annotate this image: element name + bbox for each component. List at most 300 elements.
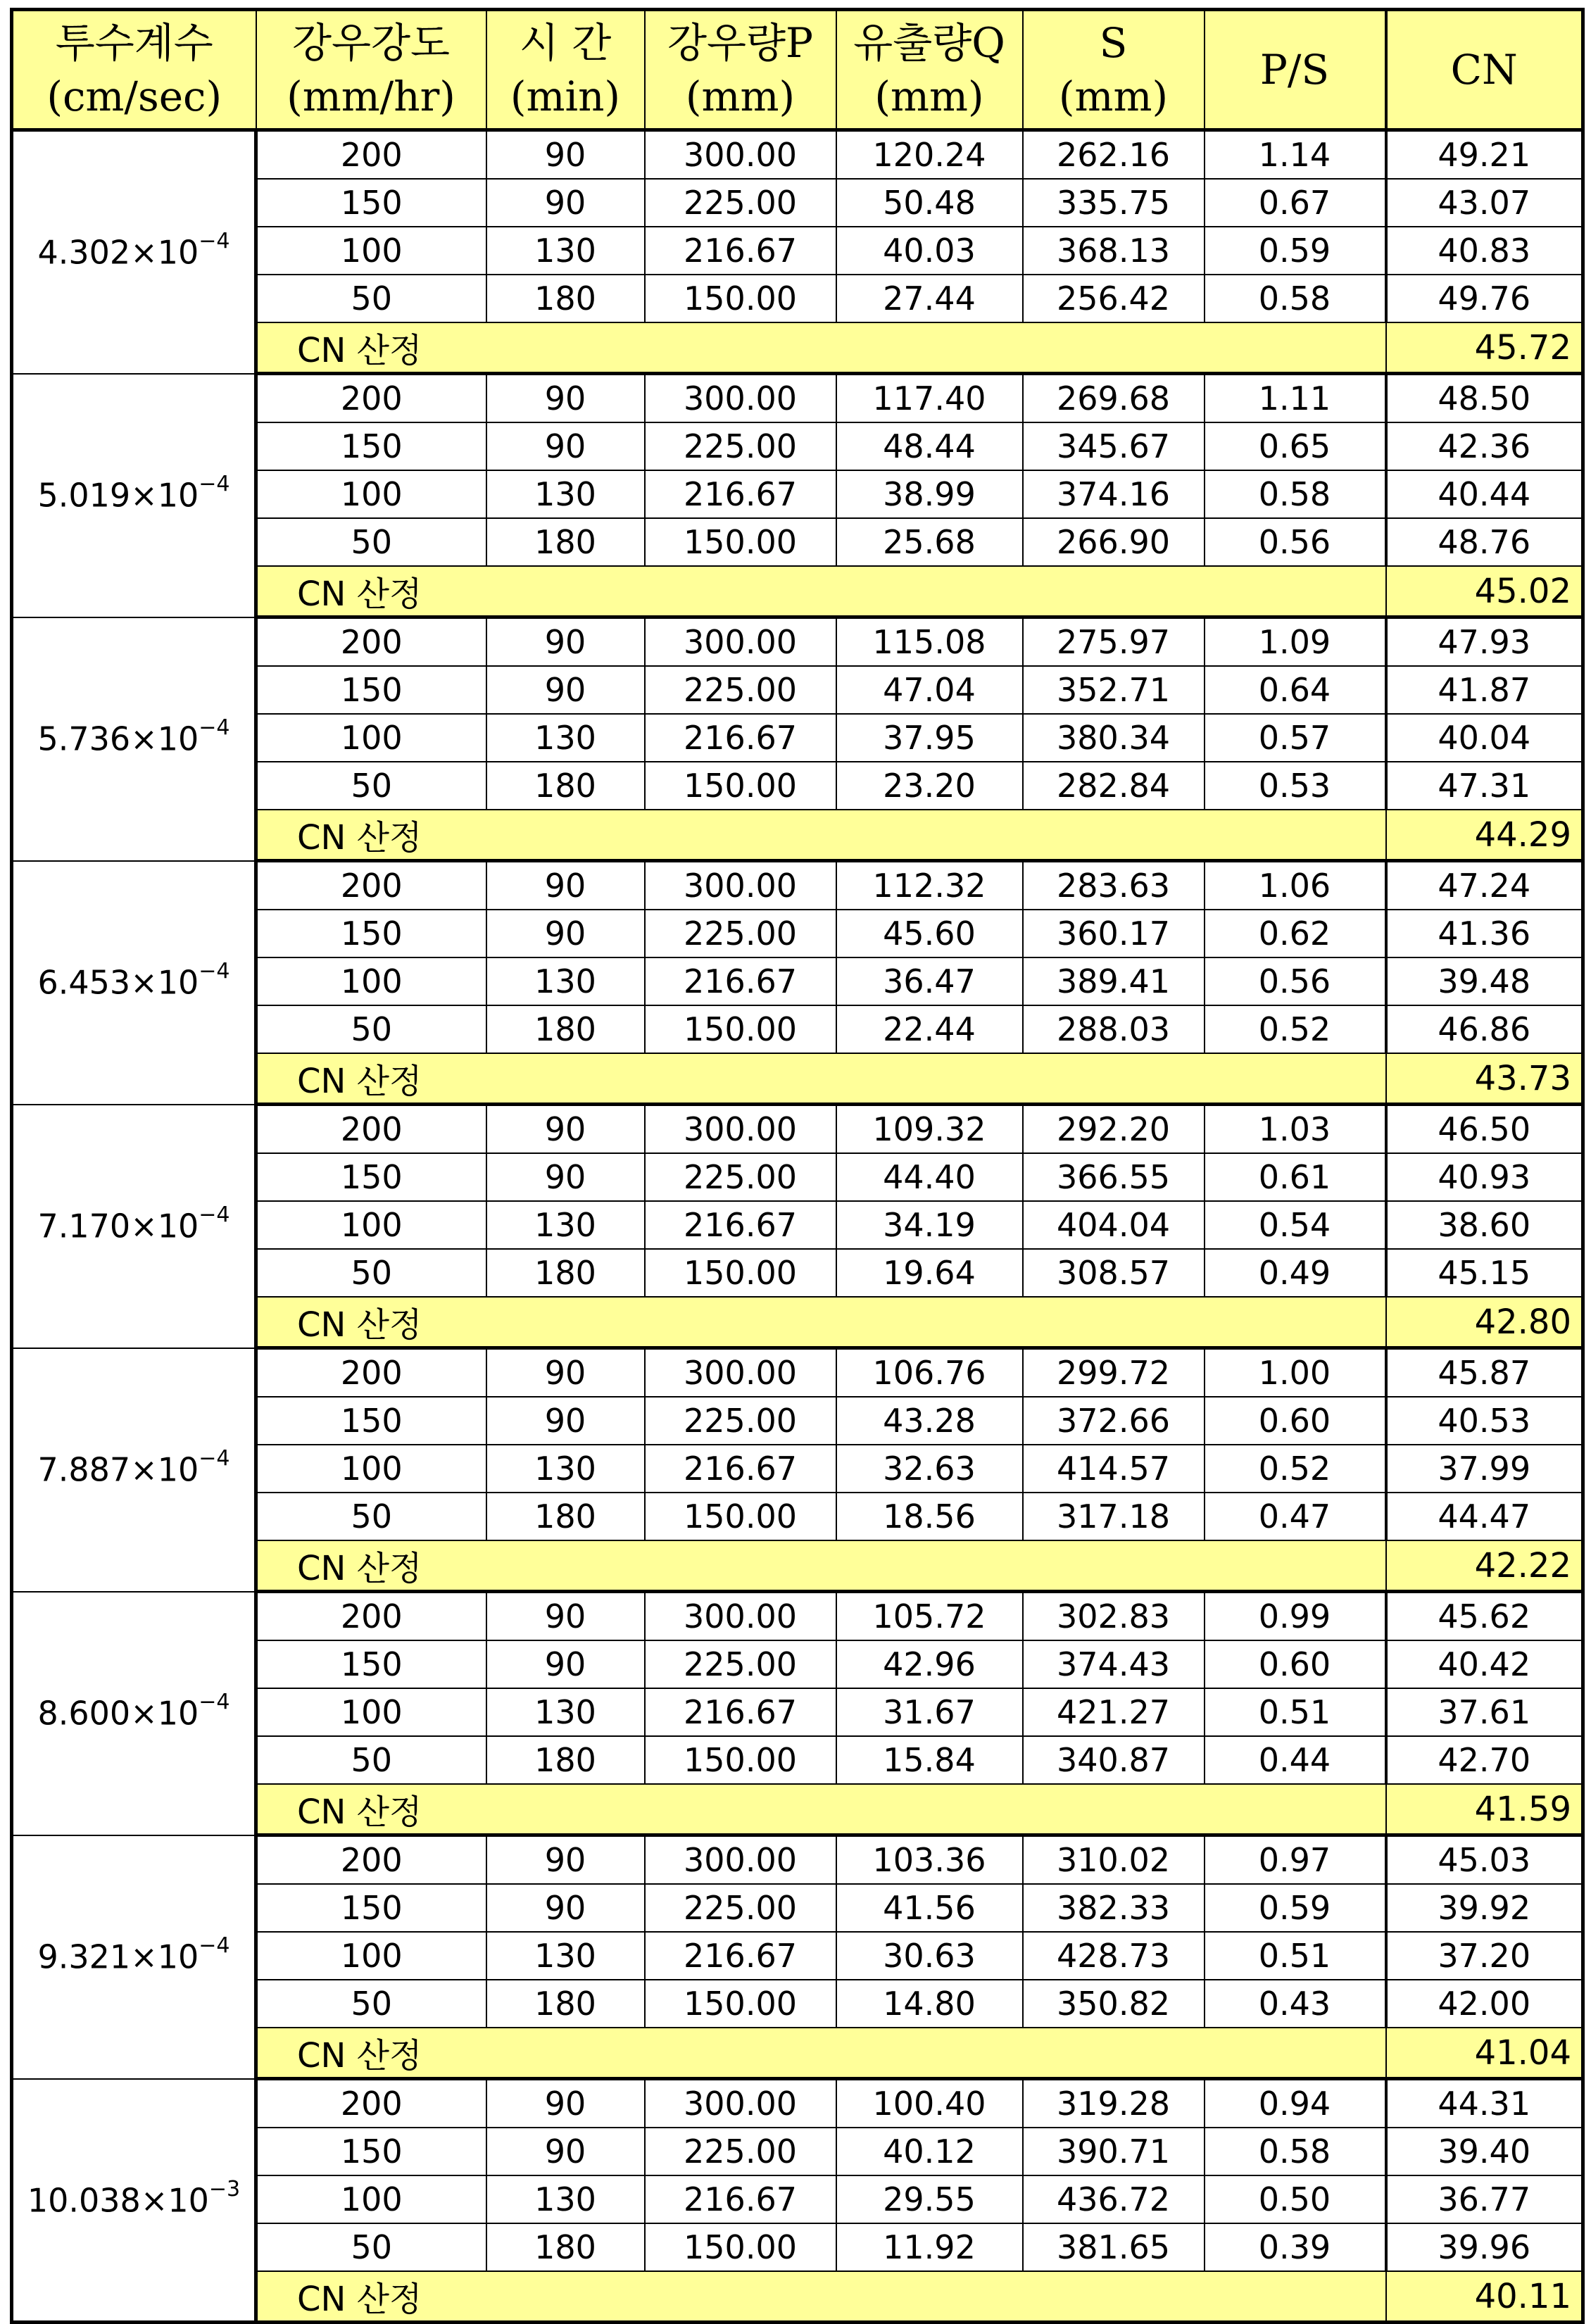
cn-summary-label: CN 산정 (256, 1053, 1386, 1105)
p-over-s-cell: 0.57 (1205, 714, 1386, 762)
coefficient-exponent: −4 (199, 715, 230, 741)
runoff-depth-cell: 105.72 (836, 1592, 1023, 1641)
rainfall-depth-cell: 225.00 (645, 1640, 836, 1688)
header-line2: (min) (510, 73, 621, 120)
runoff-depth-cell: 41.56 (836, 1884, 1023, 1932)
header-line1: P/S (1259, 46, 1330, 94)
table-row (12, 1348, 1583, 1397)
storage-s-cell: 302.83 (1023, 1592, 1205, 1641)
cn-summary-label: CN 산정 (256, 322, 1386, 374)
storage-s-cell: 366.55 (1023, 1153, 1205, 1201)
rainfall-intensity-cell: 100 (256, 1445, 486, 1493)
cn-cell: 45.62 (1386, 1592, 1583, 1641)
runoff-depth-cell: 18.56 (836, 1493, 1023, 1540)
duration-cell: 90 (486, 1153, 645, 1201)
runoff-depth-cell: 29.55 (836, 2175, 1023, 2223)
storage-s-cell: 428.73 (1023, 1932, 1205, 1980)
cn-cell: 40.83 (1386, 227, 1583, 275)
rainfall-depth-cell: 225.00 (645, 179, 836, 227)
storage-s-cell: 275.97 (1023, 617, 1205, 667)
duration-cell: 130 (486, 1445, 645, 1493)
rainfall-intensity-cell: 200 (256, 374, 486, 423)
rainfall-depth-cell: 300.00 (645, 130, 836, 180)
cn-cell: 39.48 (1386, 957, 1583, 1005)
cn-summary-value: 41.59 (1386, 1784, 1583, 1835)
runoff-depth-cell: 40.12 (836, 2128, 1023, 2175)
coefficient-mantissa: 5.019×10 (37, 476, 199, 515)
p-over-s-cell: 0.51 (1205, 1932, 1386, 1980)
cn-summary-label: CN 산정 (256, 566, 1386, 617)
coefficient-mantissa: 4.302×10 (37, 233, 199, 272)
storage-s-cell: 350.82 (1023, 1980, 1205, 2028)
permeability-coefficient-cell (12, 374, 256, 617)
cn-summary-value: 41.04 (1386, 2028, 1583, 2079)
cn-cell: 36.77 (1386, 2175, 1583, 2223)
rainfall-depth-cell: 225.00 (645, 1153, 836, 1201)
rainfall-intensity-cell: 200 (256, 1835, 486, 1885)
table-body (12, 130, 1583, 2323)
p-over-s-cell: 0.52 (1205, 1445, 1386, 1493)
runoff-depth-cell: 44.40 (836, 1153, 1023, 1201)
coefficient-exponent: −4 (199, 1933, 230, 1959)
storage-s-cell: 421.27 (1023, 1688, 1205, 1736)
cn-cell: 49.76 (1386, 275, 1583, 322)
cn-cell: 37.61 (1386, 1688, 1583, 1736)
rainfall-intensity-header (256, 10, 486, 130)
runoff-depth-cell: 32.63 (836, 1445, 1023, 1493)
header-line1: 유출량Q (853, 19, 1005, 67)
header-line2: (mm) (1058, 73, 1169, 120)
storage-s-cell: 317.18 (1023, 1493, 1205, 1540)
rainfall-depth-cell: 216.67 (645, 470, 836, 518)
runoff-depth-cell: 112.32 (836, 861, 1023, 910)
cn-cell: 44.31 (1386, 2079, 1583, 2128)
rainfall-intensity-cell: 200 (256, 2079, 486, 2128)
cn-summary-label: CN 산정 (256, 1540, 1386, 1592)
storage-s-cell: 288.03 (1023, 1005, 1205, 1053)
permeability-coefficient-cell (12, 1348, 256, 1592)
cn-summary-value: 40.11 (1386, 2271, 1583, 2323)
storage-s-cell: 308.57 (1023, 1249, 1205, 1297)
rainfall-intensity-cell: 100 (256, 2175, 486, 2223)
rainfall-depth-cell: 300.00 (645, 617, 836, 667)
header-line1: 강우량P (667, 19, 814, 67)
storage-s-cell: 436.72 (1023, 2175, 1205, 2223)
rainfall-depth-cell: 150.00 (645, 2223, 836, 2271)
duration-cell: 180 (486, 275, 645, 322)
cn-cell: 47.93 (1386, 617, 1583, 667)
runoff-depth-header (836, 10, 1023, 130)
runoff-depth-cell: 48.44 (836, 422, 1023, 470)
duration-cell: 90 (486, 374, 645, 423)
rainfall-intensity-cell: 150 (256, 1153, 486, 1201)
rainfall-intensity-cell: 100 (256, 714, 486, 762)
cn-cell: 39.96 (1386, 2223, 1583, 2271)
rainfall-depth-cell: 225.00 (645, 1397, 836, 1445)
runoff-depth-cell: 36.47 (836, 957, 1023, 1005)
p-over-s-cell: 0.44 (1205, 1736, 1386, 1784)
table-row (12, 861, 1583, 910)
cn-cell: 40.42 (1386, 1640, 1583, 1688)
runoff-depth-cell: 27.44 (836, 275, 1023, 322)
cn-cell: 44.47 (1386, 1493, 1583, 1540)
duration-cell: 180 (486, 1980, 645, 2028)
cn-cell: 41.36 (1386, 910, 1583, 957)
rainfall-depth-cell: 300.00 (645, 1105, 836, 1154)
cn-cell: 42.70 (1386, 1736, 1583, 1784)
rainfall-intensity-cell: 100 (256, 227, 486, 275)
rainfall-intensity-cell: 150 (256, 1884, 486, 1932)
duration-cell: 130 (486, 714, 645, 762)
cn-summary-label: CN 산정 (256, 1784, 1386, 1835)
storage-s-cell: 390.71 (1023, 2128, 1205, 2175)
runoff-depth-cell: 38.99 (836, 470, 1023, 518)
cn-cell: 40.53 (1386, 1397, 1583, 1445)
p-over-s-cell: 0.99 (1205, 1592, 1386, 1641)
p-over-s-cell: 0.51 (1205, 1688, 1386, 1736)
cn-cell: 48.50 (1386, 374, 1583, 423)
rainfall-depth-cell: 300.00 (645, 2079, 836, 2128)
duration-header (486, 10, 645, 130)
p-over-s-cell: 0.59 (1205, 1884, 1386, 1932)
p-over-s-cell: 0.67 (1205, 179, 1386, 227)
storage-s-cell: 299.72 (1023, 1348, 1205, 1397)
rainfall-depth-cell: 216.67 (645, 714, 836, 762)
duration-cell: 180 (486, 1005, 645, 1053)
header-line2: (mm) (685, 73, 796, 120)
rainfall-depth-cell: 150.00 (645, 1980, 836, 2028)
duration-cell: 180 (486, 762, 645, 810)
runoff-depth-cell: 115.08 (836, 617, 1023, 667)
table-row (12, 130, 1583, 180)
storage-s-cell: 360.17 (1023, 910, 1205, 957)
rainfall-depth-cell: 216.67 (645, 1445, 836, 1493)
table-row (12, 1835, 1583, 1885)
p-over-s-cell: 0.50 (1205, 2175, 1386, 2223)
coefficient-exponent: −4 (199, 959, 230, 984)
storage-s-cell: 374.43 (1023, 1640, 1205, 1688)
header-line2: (cm/sec) (46, 73, 222, 120)
duration-cell: 90 (486, 1105, 645, 1154)
storage-s-header (1023, 10, 1205, 130)
duration-cell: 90 (486, 130, 645, 180)
cn-cell: 42.00 (1386, 1980, 1583, 2028)
coefficient-exponent: −4 (199, 472, 230, 497)
header-row (12, 10, 1583, 130)
storage-s-cell: 256.42 (1023, 275, 1205, 322)
rainfall-depth-cell: 150.00 (645, 518, 836, 566)
rainfall-intensity-cell: 150 (256, 2128, 486, 2175)
runoff-depth-cell: 40.03 (836, 227, 1023, 275)
storage-s-cell: 266.90 (1023, 518, 1205, 566)
runoff-depth-cell: 43.28 (836, 1397, 1023, 1445)
storage-s-cell: 374.16 (1023, 470, 1205, 518)
rainfall-depth-cell: 225.00 (645, 666, 836, 714)
duration-cell: 90 (486, 1835, 645, 1885)
cn-summary-label: CN 산정 (256, 810, 1386, 861)
rainfall-intensity-cell: 200 (256, 1105, 486, 1154)
permeability-coefficient-cell (12, 1592, 256, 1835)
p-over-s-cell: 0.56 (1205, 957, 1386, 1005)
duration-cell: 180 (486, 1736, 645, 1784)
p-over-s-cell: 0.49 (1205, 1249, 1386, 1297)
header-line2: (mm) (874, 73, 984, 120)
cn-summary-value: 45.72 (1386, 322, 1583, 374)
rainfall-intensity-cell: 150 (256, 910, 486, 957)
duration-cell: 130 (486, 227, 645, 275)
runoff-depth-cell: 34.19 (836, 1201, 1023, 1249)
p-over-s-cell: 0.58 (1205, 2128, 1386, 2175)
runoff-depth-cell: 50.48 (836, 179, 1023, 227)
coefficient-exponent: −4 (199, 1690, 230, 1715)
p-over-s-cell: 0.59 (1205, 227, 1386, 275)
duration-cell: 130 (486, 957, 645, 1005)
p-over-s-cell: 0.65 (1205, 422, 1386, 470)
runoff-depth-cell: 19.64 (836, 1249, 1023, 1297)
duration-cell: 130 (486, 1201, 645, 1249)
p-over-s-cell: 0.60 (1205, 1640, 1386, 1688)
p-over-s-cell: 0.94 (1205, 2079, 1386, 2128)
storage-s-cell: 292.20 (1023, 1105, 1205, 1154)
duration-cell: 90 (486, 179, 645, 227)
cn-cell: 49.21 (1386, 130, 1583, 180)
storage-s-cell: 282.84 (1023, 762, 1205, 810)
rainfall-depth-cell: 225.00 (645, 1884, 836, 1932)
duration-cell: 180 (486, 518, 645, 566)
coefficient-exponent: −4 (199, 1202, 230, 1228)
rainfall-intensity-cell: 150 (256, 666, 486, 714)
rainfall-depth-cell: 216.67 (645, 1932, 836, 1980)
runoff-depth-cell: 30.63 (836, 1932, 1023, 1980)
header-line1: CN (1450, 46, 1518, 94)
runoff-depth-cell: 37.95 (836, 714, 1023, 762)
duration-cell: 130 (486, 2175, 645, 2223)
coefficient-exponent: −4 (199, 1446, 230, 1471)
storage-s-cell: 335.75 (1023, 179, 1205, 227)
p-over-s-cell: 0.47 (1205, 1493, 1386, 1540)
rainfall-depth-cell: 300.00 (645, 1348, 836, 1397)
header-line2: (mm/hr) (287, 73, 455, 120)
permeability-coefficient-cell (12, 2079, 256, 2323)
table-row (12, 1105, 1583, 1154)
storage-s-cell: 283.63 (1023, 861, 1205, 910)
runoff-depth-cell: 45.60 (836, 910, 1023, 957)
rainfall-depth-cell: 300.00 (645, 374, 836, 423)
p-over-s-cell: 1.11 (1205, 374, 1386, 423)
rainfall-intensity-cell: 100 (256, 957, 486, 1005)
header-line1: 시 간 (519, 19, 612, 67)
storage-s-cell: 310.02 (1023, 1835, 1205, 1885)
cn-summary-label: CN 산정 (256, 1297, 1386, 1348)
permeability-coefficient-cell (12, 1835, 256, 2079)
runoff-depth-cell: 15.84 (836, 1736, 1023, 1784)
rainfall-intensity-cell: 150 (256, 1397, 486, 1445)
permeability-coefficient-cell (12, 617, 256, 861)
permeability-coefficient-cell (12, 130, 256, 374)
cn-header (1386, 10, 1583, 130)
permeability-coefficient-header (12, 10, 256, 130)
duration-cell: 90 (486, 1592, 645, 1641)
storage-s-cell: 345.67 (1023, 422, 1205, 470)
storage-s-cell: 319.28 (1023, 2079, 1205, 2128)
rainfall-intensity-cell: 50 (256, 2223, 486, 2271)
header-line1: S (1099, 19, 1128, 67)
cn-cell: 43.07 (1386, 179, 1583, 227)
rainfall-depth-cell: 216.67 (645, 957, 836, 1005)
duration-cell: 90 (486, 422, 645, 470)
cn-summary-value: 43.73 (1386, 1053, 1583, 1105)
duration-cell: 180 (486, 2223, 645, 2271)
cn-summary-label: CN 산정 (256, 2028, 1386, 2079)
p-over-s-cell: 1.06 (1205, 861, 1386, 910)
p-over-s-cell: 1.00 (1205, 1348, 1386, 1397)
table-row (12, 617, 1583, 667)
rainfall-depth-cell: 225.00 (645, 422, 836, 470)
rainfall-depth-cell: 225.00 (645, 910, 836, 957)
duration-cell: 180 (486, 1249, 645, 1297)
p-over-s-cell: 0.61 (1205, 1153, 1386, 1201)
runoff-depth-cell: 120.24 (836, 130, 1023, 180)
p-over-s-cell: 0.54 (1205, 1201, 1386, 1249)
permeability-coefficient-cell (12, 1105, 256, 1348)
p-over-s-cell: 0.60 (1205, 1397, 1386, 1445)
storage-s-cell: 414.57 (1023, 1445, 1205, 1493)
coefficient-mantissa: 10.038×10 (27, 2180, 209, 2219)
runoff-depth-cell: 11.92 (836, 2223, 1023, 2271)
cn-cell: 41.87 (1386, 666, 1583, 714)
duration-cell: 90 (486, 2079, 645, 2128)
duration-cell: 90 (486, 2128, 645, 2175)
p-over-s-cell: 0.64 (1205, 666, 1386, 714)
p-over-s-cell: 0.43 (1205, 1980, 1386, 2028)
rainfall-intensity-cell: 200 (256, 130, 486, 180)
coefficient-exponent: −3 (208, 2176, 241, 2201)
duration-cell: 130 (486, 1932, 645, 1980)
runoff-depth-cell: 106.76 (836, 1348, 1023, 1397)
rainfall-intensity-cell: 200 (256, 1592, 486, 1641)
cn-summary-label: CN 산정 (256, 2271, 1386, 2323)
runoff-depth-cell: 22.44 (836, 1005, 1023, 1053)
rainfall-depth-cell: 216.67 (645, 227, 836, 275)
cn-cell: 45.87 (1386, 1348, 1583, 1397)
cn-cell: 47.24 (1386, 861, 1583, 910)
rainfall-intensity-cell: 100 (256, 1201, 486, 1249)
rainfall-depth-cell: 300.00 (645, 1835, 836, 1885)
storage-s-cell: 262.16 (1023, 130, 1205, 180)
cn-cell: 40.93 (1386, 1153, 1583, 1201)
cn-cell: 47.31 (1386, 762, 1583, 810)
rainfall-depth-cell: 216.67 (645, 1688, 836, 1736)
rainfall-depth-cell: 150.00 (645, 1249, 836, 1297)
cn-cell: 46.86 (1386, 1005, 1583, 1053)
rainfall-intensity-cell: 50 (256, 1736, 486, 1784)
storage-s-cell: 381.65 (1023, 2223, 1205, 2271)
p-over-s-header (1205, 10, 1386, 130)
coefficient-mantissa: 5.736×10 (37, 720, 199, 758)
duration-cell: 90 (486, 1397, 645, 1445)
coefficient-exponent: −4 (199, 229, 230, 254)
rainfall-depth-cell: 216.67 (645, 2175, 836, 2223)
cn-cell: 37.20 (1386, 1932, 1583, 1980)
storage-s-cell: 352.71 (1023, 666, 1205, 714)
rainfall-intensity-cell: 50 (256, 1005, 486, 1053)
rainfall-depth-cell: 300.00 (645, 861, 836, 910)
rainfall-depth-cell: 216.67 (645, 1201, 836, 1249)
storage-s-cell: 368.13 (1023, 227, 1205, 275)
cn-summary-value: 45.02 (1386, 566, 1583, 617)
p-over-s-cell: 0.56 (1205, 518, 1386, 566)
rainfall-intensity-cell: 100 (256, 1932, 486, 1980)
runoff-depth-cell: 100.40 (836, 2079, 1023, 2128)
cn-cell: 39.92 (1386, 1884, 1583, 1932)
rainfall-intensity-cell: 50 (256, 1493, 486, 1540)
rainfall-intensity-cell: 100 (256, 1688, 486, 1736)
cn-cell: 40.44 (1386, 470, 1583, 518)
storage-s-cell: 372.66 (1023, 1397, 1205, 1445)
coefficient-mantissa: 6.453×10 (37, 963, 199, 1002)
storage-s-cell: 382.33 (1023, 1884, 1205, 1932)
rainfall-intensity-cell: 200 (256, 1348, 486, 1397)
coefficient-mantissa: 8.600×10 (37, 1694, 199, 1733)
runoff-depth-cell: 25.68 (836, 518, 1023, 566)
runoff-depth-cell: 14.80 (836, 1980, 1023, 2028)
duration-cell: 90 (486, 1884, 645, 1932)
cn-summary-value: 42.80 (1386, 1297, 1583, 1348)
duration-cell: 90 (486, 617, 645, 667)
cn-calculation-table (10, 8, 1585, 2324)
rainfall-depth-cell: 225.00 (645, 2128, 836, 2175)
permeability-coefficient-cell (12, 861, 256, 1105)
runoff-depth-cell: 117.40 (836, 374, 1023, 423)
p-over-s-cell: 0.58 (1205, 470, 1386, 518)
p-over-s-cell: 0.39 (1205, 2223, 1386, 2271)
rainfall-intensity-cell: 50 (256, 275, 486, 322)
runoff-depth-cell: 42.96 (836, 1640, 1023, 1688)
cn-cell: 45.15 (1386, 1249, 1583, 1297)
coefficient-mantissa: 9.321×10 (37, 1937, 199, 1976)
rainfall-depth-header (645, 10, 836, 130)
p-over-s-cell: 1.14 (1205, 130, 1386, 180)
rainfall-intensity-cell: 150 (256, 1640, 486, 1688)
cn-cell: 46.50 (1386, 1105, 1583, 1154)
rainfall-intensity-cell: 200 (256, 861, 486, 910)
storage-s-cell: 340.87 (1023, 1736, 1205, 1784)
rainfall-depth-cell: 150.00 (645, 1005, 836, 1053)
cn-cell: 42.36 (1386, 422, 1583, 470)
storage-s-cell: 269.68 (1023, 374, 1205, 423)
rainfall-intensity-cell: 150 (256, 422, 486, 470)
rainfall-intensity-cell: 50 (256, 1980, 486, 2028)
duration-cell: 130 (486, 470, 645, 518)
runoff-depth-cell: 109.32 (836, 1105, 1023, 1154)
header-line1: 강우강도 (291, 19, 451, 67)
rainfall-intensity-cell: 50 (256, 518, 486, 566)
p-over-s-cell: 0.62 (1205, 910, 1386, 957)
cn-cell: 48.76 (1386, 518, 1583, 566)
rainfall-depth-cell: 150.00 (645, 1736, 836, 1784)
rainfall-intensity-cell: 100 (256, 470, 486, 518)
duration-cell: 90 (486, 666, 645, 714)
runoff-depth-cell: 31.67 (836, 1688, 1023, 1736)
rainfall-intensity-cell: 150 (256, 179, 486, 227)
rainfall-depth-cell: 150.00 (645, 1493, 836, 1540)
cn-cell: 37.99 (1386, 1445, 1583, 1493)
p-over-s-cell: 1.09 (1205, 617, 1386, 667)
p-over-s-cell: 0.97 (1205, 1835, 1386, 1885)
storage-s-cell: 404.04 (1023, 1201, 1205, 1249)
duration-cell: 130 (486, 1688, 645, 1736)
rainfall-depth-cell: 150.00 (645, 762, 836, 810)
